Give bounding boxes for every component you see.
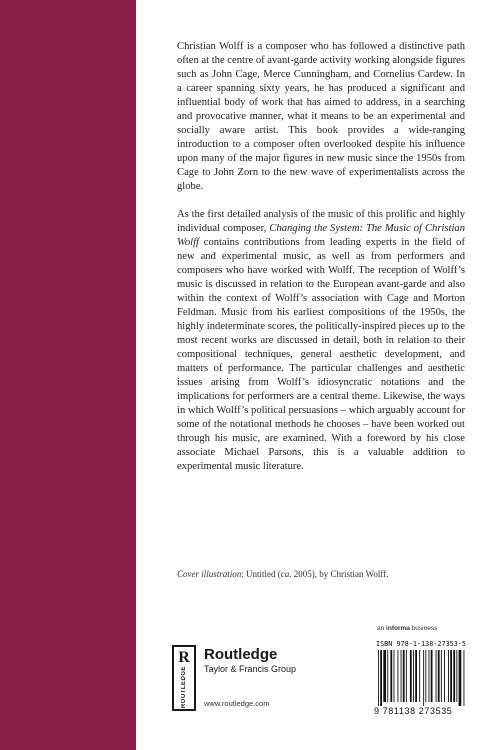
- credit-ca: ca: [280, 569, 290, 579]
- barcode-bar: [464, 650, 465, 706]
- routledge-mark-icon: [172, 645, 196, 711]
- barcode-bar: [419, 650, 420, 702]
- barcode-bar: [453, 650, 455, 702]
- publisher-url: www.routledge.com: [204, 699, 270, 708]
- barcode-bar: [431, 650, 433, 702]
- barcode-bar: [380, 650, 382, 706]
- credit-label: Cover illustration: [177, 569, 242, 579]
- barcode: [374, 650, 482, 706]
- publisher-name: Routledge: [204, 646, 278, 663]
- barcode-bar: [378, 650, 379, 706]
- blurb-paragraph-1: Christian Wolff is a composer who has followed a distinctive path often at the centre of avant-garde activity working alongside figures such as John Cage, Merce Cunningham, and Cornelius Cardew. In a career spanning sixty years, he has produced a significant and influential body of work that has aimed to address, in a searching and provocative manner, what it means to be an experimental and socially aware artist. This book provides a wide-ranging introduction to a composer often overlooked despite his influence upon many of the major figures in new music since the 1950s from Cage to John Zorn to the new wave of experimentalists across the globe.: [177, 41, 465, 192]
- barcode-bar: [459, 650, 462, 706]
- credit-text-after: . 2005), by Christian Wolff.: [289, 569, 389, 579]
- barcode-bar: [413, 650, 414, 702]
- cover-illustration-credit: [177, 569, 477, 580]
- informa-prefix: an: [377, 625, 387, 632]
- barcode-bar: [450, 650, 452, 702]
- barcode-bar: [429, 650, 430, 702]
- cover-spine-band: [0, 0, 136, 750]
- blurb-p2-start: As the first detailed analysis of the music of this prolific and highly individual composer,: [177, 209, 465, 234]
- barcode-bar: [456, 650, 457, 702]
- barcode-bars: [374, 650, 482, 706]
- publisher-group: Taylor & Francis Group: [204, 664, 297, 674]
- barcode-bar: [436, 650, 437, 702]
- barcode-bar: [448, 650, 449, 702]
- barcode-bar: [415, 650, 417, 702]
- book-title: Changing the System: The Music of Christian Wolff: [177, 223, 465, 248]
- barcode-bar: [398, 650, 399, 702]
- isbn-label: ISBN 978-1-138-27353-5: [376, 640, 467, 648]
- barcode-bar: [403, 650, 405, 702]
- barcode-bar: [425, 650, 426, 702]
- barcode-bar: [423, 650, 424, 706]
- informa-business-tagline: [377, 625, 437, 632]
- barcode-bar: [394, 650, 395, 702]
- barcode-bar: [441, 650, 442, 702]
- barcode-bar: [444, 650, 445, 702]
- credit-text-before: : Untitled (: [241, 569, 281, 579]
- informa-suffix: business: [409, 625, 438, 632]
- blurb-p2-rest: contains contributions from leading experts in the field of new and experimental music, as well as from performers and composers who have worked with Wolff. The reception of Wolff’s music is discussed in relation to the European avant-garde and also within the context of Wolff’s association with Cage and Morton Feldman. Music from his earliest compositions of the 1950s, the highly indeterminate scores, the politically-inspired pieces up to the most recent works are discussed in detail, both in relation to their compositional techniques, general aesthetic development, and matters of performance. The particular challenges and aesthetic issues arising from Wolff’s idiosyncratic notations and the implications for performers are a central theme. Likewise, the ways in which Wolff’s political persuasions – which arguably account for some of the notational methods he chooses – have been worked out through his music, are examined. With a foreword by his close associate Michael Parsons, this is a valuable addition to experimental music literature.: [177, 237, 465, 472]
- back-cover-blurb: [177, 40, 465, 488]
- informa-brand: informa: [386, 625, 410, 632]
- barcode-bar: [390, 650, 392, 702]
- routledge-mark-vertical-text: ROUTLEDGE: [181, 666, 187, 709]
- barcode-bar: [406, 650, 407, 702]
- barcode-bar: [438, 650, 440, 702]
- barcode-bar: [410, 650, 412, 702]
- barcode-bar: [401, 650, 402, 702]
- isbn-block: [374, 640, 482, 720]
- barcode-digits: 9 781138 273535: [374, 706, 453, 716]
- publisher-logo: [172, 645, 332, 715]
- blurb-paragraph-2: [177, 208, 465, 474]
- barcode-bar: [387, 650, 388, 702]
- barcode-bar: [383, 650, 386, 702]
- routledge-mark-letter: R: [178, 649, 190, 666]
